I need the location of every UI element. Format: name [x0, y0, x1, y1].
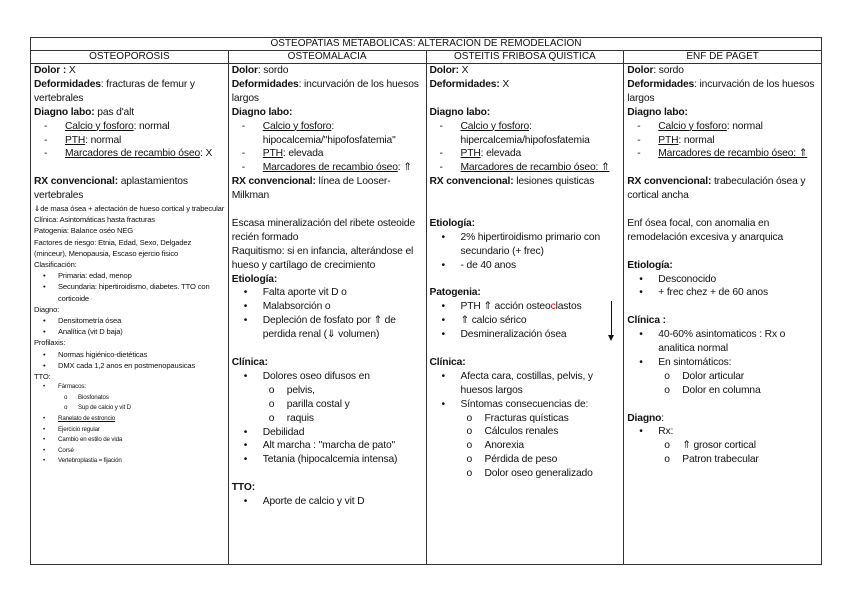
- text-segment: Clínica:: [429, 356, 466, 368]
- list-item: [34, 349, 225, 360]
- text-segment: Clínica: Asintomáticas hasta fracturas: [34, 215, 155, 225]
- text-segment: Ejercicio regular: [58, 425, 100, 433]
- text-line: [627, 217, 818, 245]
- text-segment: Primaria: edad, menop: [58, 271, 132, 281]
- text-segment: Aporte de calcio y vit D: [262, 496, 365, 508]
- list-item: [430, 453, 621, 467]
- dash-marker: -: [439, 120, 443, 132]
- bullet-marker: •: [43, 436, 46, 444]
- list-item: [627, 370, 818, 384]
- text-line: [627, 412, 818, 426]
- list-item: [430, 398, 621, 412]
- bullet-marker: •: [43, 316, 46, 326]
- bullet-marker: •: [243, 287, 248, 299]
- text-segment: Marcadores de recambio óseo: [65, 148, 201, 160]
- text-segment: Dolor:: [429, 65, 462, 76]
- text-segment: : elevada: [282, 148, 324, 160]
- text-segment: Raquitismo: si en infancia, alterándose el hueso y cartílago de crecimiento: [231, 245, 414, 271]
- text-line: [430, 356, 621, 370]
- dash-marker: -: [241, 120, 246, 132]
- blank-line: [430, 342, 621, 356]
- list-item: [430, 231, 621, 259]
- list-item: [627, 425, 818, 439]
- text-segment: Enf ósea focal, con anomalia en remodelación excesiva y anarquica: [627, 217, 784, 243]
- list-item: [232, 439, 423, 453]
- text-line: [34, 106, 225, 120]
- text-line: [430, 64, 621, 78]
- bullet-marker: •: [243, 496, 248, 508]
- dash-marker: -: [241, 162, 246, 174]
- text-segment: lesiones quisticas: [516, 176, 595, 188]
- text-segment: TTO:: [231, 482, 255, 494]
- text-segment: RX convencional:: [231, 176, 319, 188]
- bullet-marker: •: [43, 271, 46, 281]
- text-segment: DMX cada 1,2 anos en postmenopausicas: [58, 360, 196, 370]
- text-line: [34, 64, 225, 78]
- blank-line: [232, 203, 423, 217]
- text-segment: : hipercalcemia/hipofosfatemia: [460, 120, 590, 146]
- bullet-marker: •: [243, 426, 248, 438]
- bullet-marker: •: [639, 287, 643, 299]
- text-segment: PTH: [65, 134, 86, 146]
- bullet-marker: •: [441, 301, 445, 313]
- circle-marker: o: [664, 370, 670, 382]
- list-item: [232, 300, 423, 314]
- text-segment: Calcio y fosforo: [460, 120, 530, 132]
- circle-marker: o: [268, 384, 275, 396]
- blank-line: [627, 161, 818, 175]
- list-item: [430, 161, 621, 175]
- list-item: [34, 446, 225, 457]
- text-segment: : sordo: [257, 65, 289, 76]
- text-segment: Alt marcha : "marcha de pato": [262, 440, 396, 452]
- list-item: [232, 161, 423, 175]
- text-segment: X: [68, 65, 76, 76]
- text-segment: Depleción de fosfato por ⇑ de perdida renal (⇓ volumen): [262, 315, 396, 341]
- circle-marker: o: [268, 412, 275, 424]
- text-segment: Calcio y fosforo: [658, 120, 727, 132]
- text-segment: Etiología:: [231, 273, 278, 285]
- text-segment: Patogenia:: [429, 287, 481, 299]
- text-line: [34, 203, 225, 214]
- bullet-marker: •: [441, 315, 445, 327]
- text-segment: Afecta cara, costillas, pelvis, y huesos largos: [460, 370, 593, 396]
- list-item: [232, 412, 423, 426]
- list-item: [34, 270, 225, 281]
- bullet-marker: •: [243, 454, 248, 466]
- list-item: [34, 147, 225, 161]
- dash-marker: -: [44, 120, 48, 132]
- list-item: [34, 281, 225, 303]
- text-segment: Síntomas consecuencias de:: [460, 398, 589, 410]
- circle-marker: o: [466, 468, 473, 480]
- text-segment: Dolor oseo generalizado: [484, 468, 593, 480]
- list-item: [34, 393, 225, 404]
- dash-marker: -: [44, 134, 48, 146]
- list-item: [34, 134, 225, 148]
- bullet-marker: •: [43, 282, 46, 292]
- text-line: [627, 314, 818, 328]
- text-segment: Tetania (hipocalcemia intensa): [262, 454, 398, 466]
- list-item: [34, 315, 225, 326]
- list-item: [34, 435, 225, 446]
- bullet-marker: •: [43, 360, 46, 370]
- text-segment: Deformidades: [34, 78, 101, 90]
- list-item: [430, 259, 621, 273]
- blank-line: [627, 203, 818, 217]
- text-segment: Dolores oseo difusos en: [262, 370, 370, 382]
- bullet-marker: •: [639, 329, 643, 341]
- circle-marker: o: [664, 454, 670, 466]
- text-segment: : fracturas de femur y vertebrales: [34, 78, 195, 104]
- text-line: [34, 237, 225, 259]
- list-item: [232, 495, 423, 509]
- bullet-marker: •: [243, 315, 248, 327]
- text-segment: Diagno:: [34, 304, 60, 314]
- osteopatias-table: [30, 37, 822, 565]
- list-item: [232, 370, 423, 384]
- text-segment: Normas higiénico-dietéticas: [58, 349, 148, 359]
- table-title: OSTEOPATIAS METABOLICAS: ALTERACION DE REMODELACION: [31, 38, 822, 51]
- text-segment: Calcio y fosforo: [65, 120, 134, 132]
- text-segment: : incurvación de los huesos largos: [231, 78, 419, 104]
- text-segment: : normal: [678, 134, 715, 146]
- list-item: [34, 425, 225, 436]
- list-item: [34, 456, 225, 467]
- column-header-osteoporosis: OSTEOPOROSIS: [31, 51, 229, 64]
- text-segment: Diagno labo:: [627, 106, 688, 118]
- list-item: [34, 120, 225, 134]
- list-item: [627, 273, 818, 287]
- blank-line: [430, 273, 621, 287]
- text-segment: Vertebroplastia = fijación: [58, 457, 122, 465]
- text-segment: Secundaria: hipertiroidismo, diabetes. TTO con corticoide: [58, 282, 210, 303]
- dash-marker: -: [439, 148, 443, 160]
- bullet-marker: •: [43, 383, 46, 391]
- text-line: [232, 217, 423, 245]
- text-segment: : elevada: [480, 148, 522, 160]
- text-segment: Biosfonatos: [78, 393, 109, 401]
- text-segment: Dolor articular: [682, 370, 745, 382]
- text-line: [627, 78, 818, 106]
- circle-marker: o: [664, 384, 670, 396]
- text-segment: 2% hipertiroidismo primario con secundario (+ frec): [460, 231, 601, 257]
- text-segment: Diagno labo:: [429, 106, 491, 118]
- text-segment: Marcadores de recambio óseo: ⇑: [658, 148, 808, 160]
- text-segment: Anorexia: [484, 440, 524, 452]
- text-segment: Cambio en estilo de vida: [58, 436, 123, 444]
- circle-marker: o: [466, 412, 473, 424]
- bullet-marker: •: [43, 415, 46, 423]
- column-header-paget: ENF DE PAGET: [624, 51, 822, 64]
- cell-paget: [624, 64, 822, 565]
- text-segment: PTH ⇑ acción osteo: [460, 301, 551, 313]
- text-segment: Dolor: [231, 65, 258, 76]
- blank-line: [34, 161, 225, 175]
- column-header-osteitis: OSTEITIS FRIBOSA QUISTICA: [426, 51, 624, 64]
- list-item: [627, 384, 818, 398]
- blank-line: [430, 203, 621, 217]
- text-segment: - de 40 anos: [460, 259, 516, 271]
- circle-marker: o: [466, 454, 473, 466]
- text-line: [34, 371, 225, 382]
- text-line: [232, 356, 423, 370]
- text-segment: Etiología:: [627, 259, 673, 271]
- blank-line: [232, 467, 423, 481]
- bullet-marker: •: [43, 446, 46, 454]
- blank-line: [627, 300, 818, 314]
- circle-marker: o: [466, 440, 473, 452]
- list-item: [430, 120, 621, 148]
- text-segment: Corsé: [58, 446, 74, 454]
- list-item: [232, 398, 423, 412]
- bullet-marker: •: [43, 457, 46, 465]
- bullet-marker: •: [441, 259, 445, 271]
- text-line: [430, 217, 621, 231]
- list-item: [34, 360, 225, 371]
- list-item: [232, 314, 423, 342]
- bullet-marker: •: [441, 329, 445, 341]
- text-line: [232, 78, 423, 106]
- list-item: [232, 426, 423, 440]
- text-segment: Analítica (vit D baja): [58, 327, 123, 337]
- text-segment: Pérdida de peso: [484, 454, 558, 466]
- text-segment: Calcio y fosforo: [262, 120, 332, 132]
- dash-marker: -: [637, 148, 641, 160]
- list-item: [34, 382, 225, 393]
- list-item: [430, 467, 621, 481]
- text-line: [232, 481, 423, 495]
- text-segment: raquis: [286, 412, 314, 424]
- list-item: [430, 314, 621, 328]
- list-item: [627, 328, 818, 356]
- text-segment: RX convencional:: [627, 176, 714, 188]
- text-segment: pelvis,: [286, 384, 315, 396]
- list-item: [627, 134, 818, 148]
- text-segment: : X: [200, 148, 213, 160]
- text-segment: parilla costal y: [286, 398, 350, 410]
- text-segment: c: [550, 301, 556, 313]
- text-segment: Malabsorción o: [262, 301, 331, 313]
- text-segment: Dolor en columna: [682, 384, 761, 396]
- text-line: [232, 106, 423, 120]
- list-item: [430, 412, 621, 426]
- text-segment: Deformidades: [627, 78, 695, 90]
- text-segment: Rx:: [658, 426, 674, 438]
- list-item: [430, 300, 621, 314]
- text-line: [34, 259, 225, 270]
- text-line: [232, 273, 423, 287]
- circle-marker: o: [64, 393, 68, 401]
- bullet-marker: •: [243, 440, 248, 452]
- list-item: [430, 425, 621, 439]
- bullet-marker: •: [441, 370, 445, 382]
- text-segment: Densitometría ósea: [58, 316, 122, 326]
- dash-marker: -: [637, 120, 641, 132]
- text-line: [627, 64, 818, 78]
- blank-line: [627, 245, 818, 259]
- text-segment: Cálculos renales: [484, 426, 559, 438]
- text-line: [627, 175, 818, 203]
- list-item: [627, 439, 818, 453]
- text-line: [34, 78, 225, 106]
- text-segment: Desmineralización ósea: [460, 329, 567, 341]
- text-segment: Patron trabecular: [682, 454, 759, 466]
- text-segment: Marcadores de recambio óseo: [262, 162, 398, 174]
- text-line: [34, 214, 225, 225]
- text-line: [627, 106, 818, 120]
- text-segment: : normal: [726, 120, 763, 132]
- text-line: [430, 78, 621, 92]
- text-segment: Dolor :: [34, 65, 69, 76]
- text-segment: Desconocido: [658, 273, 717, 285]
- dash-marker: -: [44, 148, 48, 160]
- text-line: [232, 245, 423, 273]
- text-segment: pas d'alt: [97, 106, 134, 118]
- text-segment: RX convencional:: [429, 176, 517, 188]
- bullet-marker: •: [441, 231, 445, 243]
- bullet-marker: •: [243, 301, 248, 313]
- text-segment: : incurvación de los huesos largos: [627, 78, 815, 104]
- list-item: [627, 356, 818, 370]
- list-item: [34, 414, 225, 425]
- blank-line: [627, 398, 818, 412]
- text-segment: ⇑ grosor cortical: [682, 440, 756, 452]
- dash-marker: -: [241, 148, 246, 160]
- text-segment: aplastamientos vertebrales: [34, 176, 188, 202]
- text-segment: Etiología:: [429, 217, 475, 229]
- text-segment: Factores de riesgo: Etnia, Edad, Sexo, Delgadez (minceur), Menopausia, Escaso ejercio fisico: [34, 237, 192, 258]
- text-segment: Ranelato de estroncio: [58, 415, 116, 423]
- dash-marker: -: [439, 162, 443, 174]
- cell-osteoporosis: [31, 64, 229, 565]
- text-segment: Sup de calcio y vit D: [78, 404, 131, 412]
- circle-marker: o: [664, 440, 670, 452]
- circle-marker: o: [268, 398, 275, 410]
- text-segment: Fracturas quísticas: [484, 412, 569, 424]
- text-line: [232, 175, 423, 203]
- text-segment: Diagno: [627, 412, 662, 424]
- text-segment: Diagno labo:: [231, 106, 293, 118]
- column-header-osteomalacia: OSTEOMALACIA: [228, 51, 426, 64]
- text-segment: PTH: [460, 148, 481, 160]
- text-segment: Clasificación:: [34, 260, 77, 270]
- text-segment: Patogenia: Balance oséo NEG: [34, 226, 133, 236]
- text-segment: Debilidad: [262, 426, 305, 438]
- text-segment: PTH: [658, 134, 679, 146]
- text-segment: : normal: [85, 134, 122, 146]
- text-segment: :: [661, 412, 664, 424]
- list-item: [232, 384, 423, 398]
- text-segment: Fármacos:: [58, 383, 86, 391]
- bullet-marker: •: [441, 398, 445, 410]
- text-line: [430, 286, 621, 300]
- text-line: [34, 225, 225, 236]
- text-segment: Marcadores de recambio óseo: ⇑: [460, 162, 610, 174]
- text-segment: Clínica :: [627, 315, 666, 327]
- text-line: [430, 175, 621, 189]
- bullet-marker: •: [243, 370, 248, 382]
- text-segment: Diagno labo:: [34, 106, 98, 118]
- text-segment: En sintomáticos:: [658, 356, 732, 368]
- list-item: [34, 403, 225, 414]
- circle-marker: o: [64, 404, 68, 412]
- list-item: [627, 453, 818, 467]
- cell-osteomalacia: [228, 64, 426, 565]
- dash-marker: -: [637, 134, 641, 146]
- bullet-marker: •: [43, 425, 46, 433]
- text-segment: : sordo: [653, 65, 684, 76]
- blank-line: [430, 189, 621, 203]
- text-line: [627, 259, 818, 273]
- blank-line: [430, 92, 621, 106]
- list-item: [232, 286, 423, 300]
- list-item: [430, 439, 621, 453]
- text-segment: ⇑ calcio sérico: [460, 315, 527, 327]
- text-segment: : normal: [133, 120, 170, 132]
- text-line: [34, 304, 225, 315]
- list-item: [627, 286, 818, 300]
- bullet-marker: •: [639, 356, 643, 368]
- list-item: [627, 120, 818, 134]
- text-segment: Falta aporte vit D o: [262, 287, 347, 299]
- list-item: [430, 328, 621, 342]
- list-item: [430, 370, 621, 398]
- text-segment: : hipocalcemia/"hipofosfatemia": [262, 120, 396, 146]
- text-segment: X: [461, 65, 469, 76]
- text-segment: Deformidades:: [429, 78, 503, 90]
- list-item: [430, 147, 621, 161]
- text-segment: ⇓de masa ósea + afectación de hueso cortical y trabecular: [34, 204, 225, 214]
- list-item: [232, 453, 423, 467]
- text-segment: trabeculación ósea y cortical ancha: [627, 176, 806, 202]
- text-line: [430, 106, 621, 120]
- bullet-marker: •: [639, 273, 643, 285]
- text-line: [232, 64, 423, 78]
- text-segment: TTO:: [34, 372, 51, 382]
- list-item: [232, 147, 423, 161]
- list-item: [232, 120, 423, 148]
- text-segment: RX convencional:: [34, 176, 121, 188]
- text-segment: línea de Looser-Milkman: [231, 176, 391, 202]
- text-segment: Clínica:: [231, 357, 268, 368]
- text-segment: Profilaxis:: [34, 338, 66, 348]
- text-segment: lastos: [555, 301, 582, 313]
- text-segment: : ⇑: [397, 162, 412, 174]
- bullet-marker: •: [43, 327, 46, 337]
- text-segment: Dolor: [627, 65, 654, 76]
- text-segment: Escasa mineralización del ribete osteoide recién formado: [231, 217, 416, 243]
- bullet-marker: •: [43, 349, 46, 359]
- text-line: [34, 175, 225, 203]
- text-segment: Deformidades: [231, 78, 299, 90]
- list-item: [34, 326, 225, 337]
- blank-line: [232, 342, 423, 356]
- text-line: [34, 337, 225, 348]
- bullet-marker: •: [639, 426, 643, 438]
- text-segment: X: [502, 78, 510, 90]
- circle-marker: o: [466, 426, 473, 438]
- text-segment: PTH: [262, 148, 283, 160]
- text-segment: + frec chez + de 60 anos: [658, 287, 768, 299]
- text-segment: 40-60% asintomaticos : Rx o analitica normal: [658, 329, 786, 355]
- list-item: [627, 147, 818, 161]
- cell-osteitis: [426, 64, 624, 565]
